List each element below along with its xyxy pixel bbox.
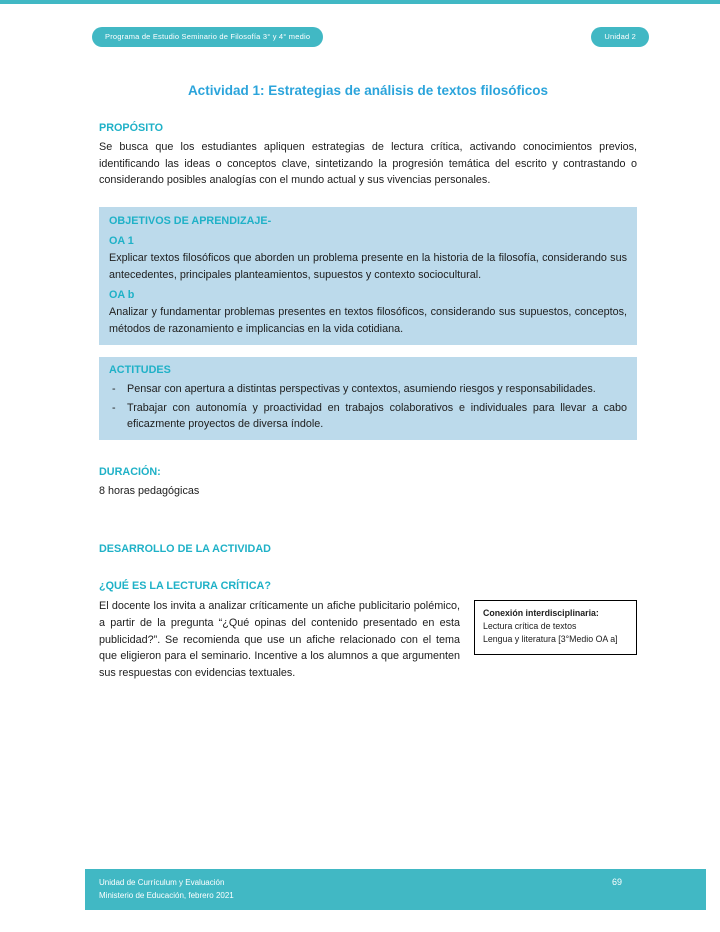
footer-date: Ministerio de Educación, febrero 2021 — [99, 890, 234, 900]
oa-b-text: Analizar y fundamentar problemas presentes en textos filosóficos, considerando sus supuestos, conceptos, métodos de razonamiento e implicancias en la vida cotidiana. — [109, 306, 627, 335]
duracion-heading: DURACIÓN: — [99, 465, 161, 478]
proposito-heading: PROPÓSITO — [99, 121, 163, 134]
actitudes-item — [109, 400, 627, 433]
footer-org: Unidad de Currículum y Evaluación — [99, 878, 225, 887]
desarrollo-heading: DESARROLLO DE LA ACTIVIDAD — [99, 543, 271, 556]
oa-1-text: Explicar textos filosóficos que aborden un problema presente en la historia de la filosofía, considerando sus antecedentes, principales planteamientos, supuestos y contexto sociocultural. — [109, 252, 627, 281]
unit-pill: Unidad 2 — [591, 27, 649, 47]
duracion-value: 8 horas pedagógicas — [99, 484, 200, 497]
top-border-rule — [0, 0, 720, 4]
bullet-dash: - — [112, 383, 116, 395]
page-header — [0, 0, 720, 47]
lectura-paragraph-flow — [99, 598, 637, 681]
page-footer — [85, 869, 706, 910]
actitudes-item-text: Pensar con apertura a distintas perspectivas y contextos, asumiendo riesgos y responsabilidades. — [127, 383, 596, 395]
section-proposito — [99, 120, 637, 190]
actitudes-box — [99, 357, 637, 440]
actitudes-heading: ACTITUDES — [109, 364, 171, 377]
connection-box-line: Lengua y literatura [3°Medio OA a] — [483, 633, 618, 644]
bullet-dash: - — [112, 401, 116, 414]
page-number: 69 — [611, 877, 622, 887]
actitudes-item — [109, 381, 627, 398]
objetivos-heading: OBJETIVOS DE APRENDIZAJE- — [109, 215, 272, 227]
lectura-heading: ¿QUÉ ES LA LECTURA CRÍTICA? — [99, 579, 271, 592]
objetivos-box — [99, 207, 637, 345]
page-content — [99, 120, 637, 682]
actitudes-item-text: Trabajar con autonomía y proactividad en trabajos colaborativos e individuales para llevar a cabo eficazmente proyectos de diversa índole. — [127, 401, 627, 431]
proposito-paragraph: Se busca que los estudiantes apliquen estrategias de lectura crítica, activando conocimientos previos, identificando las ideas o conceptos clave, sintetizando la progresión temática del escrito y contrastando o considerando posibles analogías con el mundo actual y sus vivencias personales. — [99, 141, 637, 187]
oa-b-label: OA b — [109, 288, 135, 301]
footer-credits — [99, 877, 234, 903]
connection-box-line: Lectura crítica de textos — [483, 621, 577, 632]
activity-title: Actividad 1: Estrategias de análisis de textos filosóficos — [187, 82, 549, 98]
section-duracion — [99, 464, 637, 499]
program-title-pill: Programa de Estudio Seminario de Filosofía 3° y 4° medio — [92, 27, 323, 47]
oa-1-label: OA 1 — [109, 234, 134, 247]
connection-box-title: Conexión interdisciplinaria: — [483, 608, 599, 619]
lectura-paragraph: El docente los invita a analizar críticamente un afiche publicitario polémico, a partir de la pregunta “¿Qué opinas del contenido presentado en esta publicidad?”. Se recomienda que use un afiche relacionado con el tema que eligieron para el seminario. Incentive a los alumnos a que argumenten sus respuestas con evidencias textuales. — [99, 600, 460, 679]
connection-box — [474, 600, 637, 654]
section-lectura-critica — [99, 578, 637, 682]
